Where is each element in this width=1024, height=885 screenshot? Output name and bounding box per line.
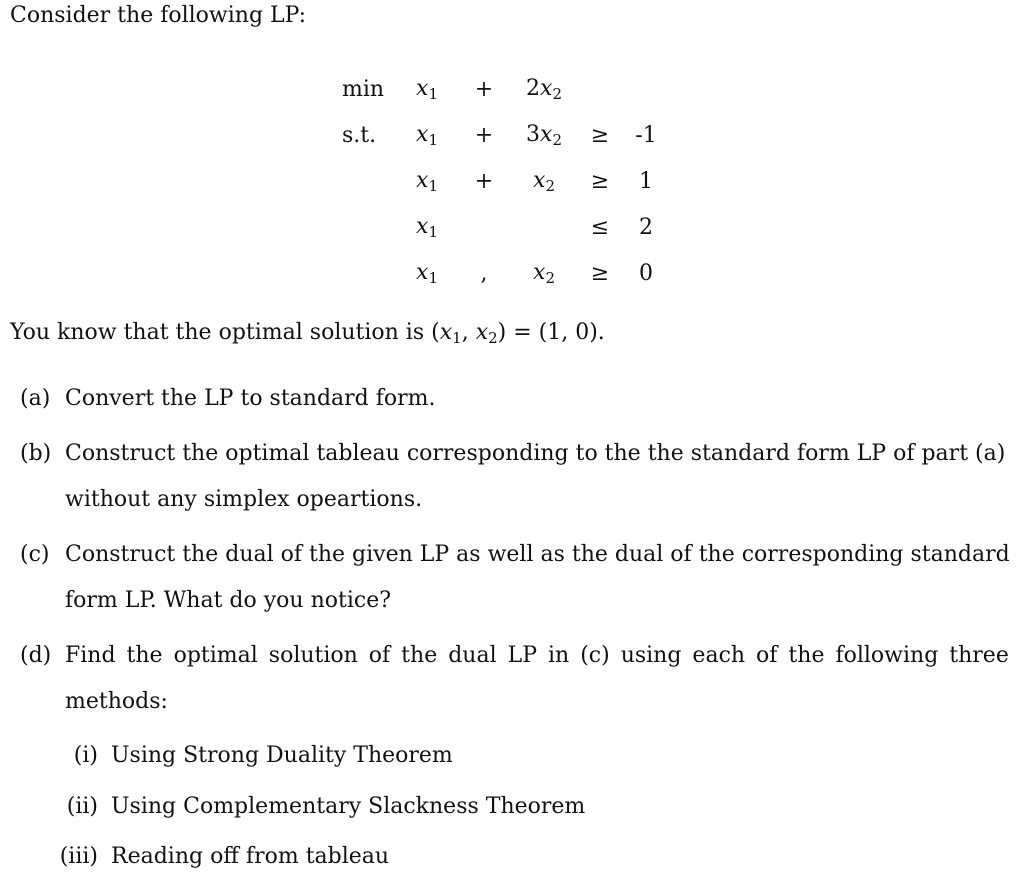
part-c-label: (c)	[20, 542, 50, 567]
subpart-ii-text: Using Complementary Slackness Theorem	[111, 794, 586, 819]
constraint-x1: $x_1$	[416, 121, 438, 149]
lp-constraint-row	[330, 112, 670, 158]
part-d-text-line-1: Find the optimal solution of the dual LP in (c) using each of the following three	[65, 643, 1009, 668]
constraint-label: s.t.	[342, 122, 377, 148]
constraint-operator	[458, 204, 510, 250]
subpart-iii-text: Reading off from tableau	[111, 844, 390, 869]
constraint-label	[330, 158, 396, 204]
constraint-x1: $x_1$	[416, 259, 438, 287]
constraint-label	[330, 204, 396, 250]
part-a-text: Convert the LP to standard form.	[65, 386, 436, 411]
intro-text: Consider the following LP:	[10, 3, 307, 28]
constraint-x2	[510, 204, 578, 250]
constraint-relation: ≥	[590, 260, 610, 286]
objective-x1: $x_1$	[416, 75, 438, 103]
constraint-x2: $x_2$	[533, 167, 555, 195]
constraint-relation: ≥	[590, 122, 610, 148]
lp-formulation	[330, 66, 670, 296]
part-b-label: (b)	[20, 441, 52, 466]
constraint-operator: +	[474, 168, 494, 194]
part-c-text-line-1: Construct the dual of the given LP as well as the dual of the corresponding standard	[65, 542, 1010, 567]
subpart-iii-label: (iii)	[59, 844, 98, 869]
part-d-text-line-2: methods:	[65, 689, 168, 714]
constraint-operator: +	[474, 122, 494, 148]
constraint-x1: $x_1$	[416, 167, 438, 195]
objective-x2: $2x_2$	[526, 75, 562, 103]
constraint-rhs: 2	[639, 214, 653, 240]
constraint-label	[330, 250, 396, 296]
constraint-relation: ≥	[590, 168, 610, 194]
optimal-solution-statement: You know that the optimal solution is ($x_1$, $x_2) = (1$, 0).	[10, 320, 605, 347]
constraint-operator: ,	[480, 260, 488, 286]
constraint-x2: $x_2$	[533, 259, 555, 287]
lp-objective-row	[330, 66, 670, 112]
objective-label: min	[342, 76, 385, 102]
part-b-text-line-2: without any simplex opeartions.	[65, 487, 423, 512]
subpart-ii-label: (ii)	[66, 794, 98, 819]
lp-nonnegativity-row	[330, 250, 670, 296]
subpart-i-label: (i)	[73, 743, 98, 768]
part-a-label: (a)	[20, 386, 51, 411]
lp-constraint-row	[330, 204, 670, 250]
part-b-text-line-1: Construct the optimal tableau corresponding to the the standard form LP of part (a)	[65, 441, 1006, 466]
constraint-x1: $x_1$	[416, 213, 438, 241]
constraint-x2: $3x_2$	[526, 121, 562, 149]
part-d-label: (d)	[20, 643, 52, 668]
part-c-text-line-2: form LP. What do you notice?	[65, 588, 392, 613]
subpart-i-text: Using Strong Duality Theorem	[111, 743, 453, 768]
constraint-rhs: 1	[639, 168, 653, 194]
constraint-relation: ≤	[590, 214, 610, 240]
constraint-rhs: 0	[639, 260, 653, 286]
constraint-rhs: -1	[635, 122, 657, 148]
lp-constraint-row	[330, 158, 670, 204]
objective-operator: +	[474, 76, 494, 102]
